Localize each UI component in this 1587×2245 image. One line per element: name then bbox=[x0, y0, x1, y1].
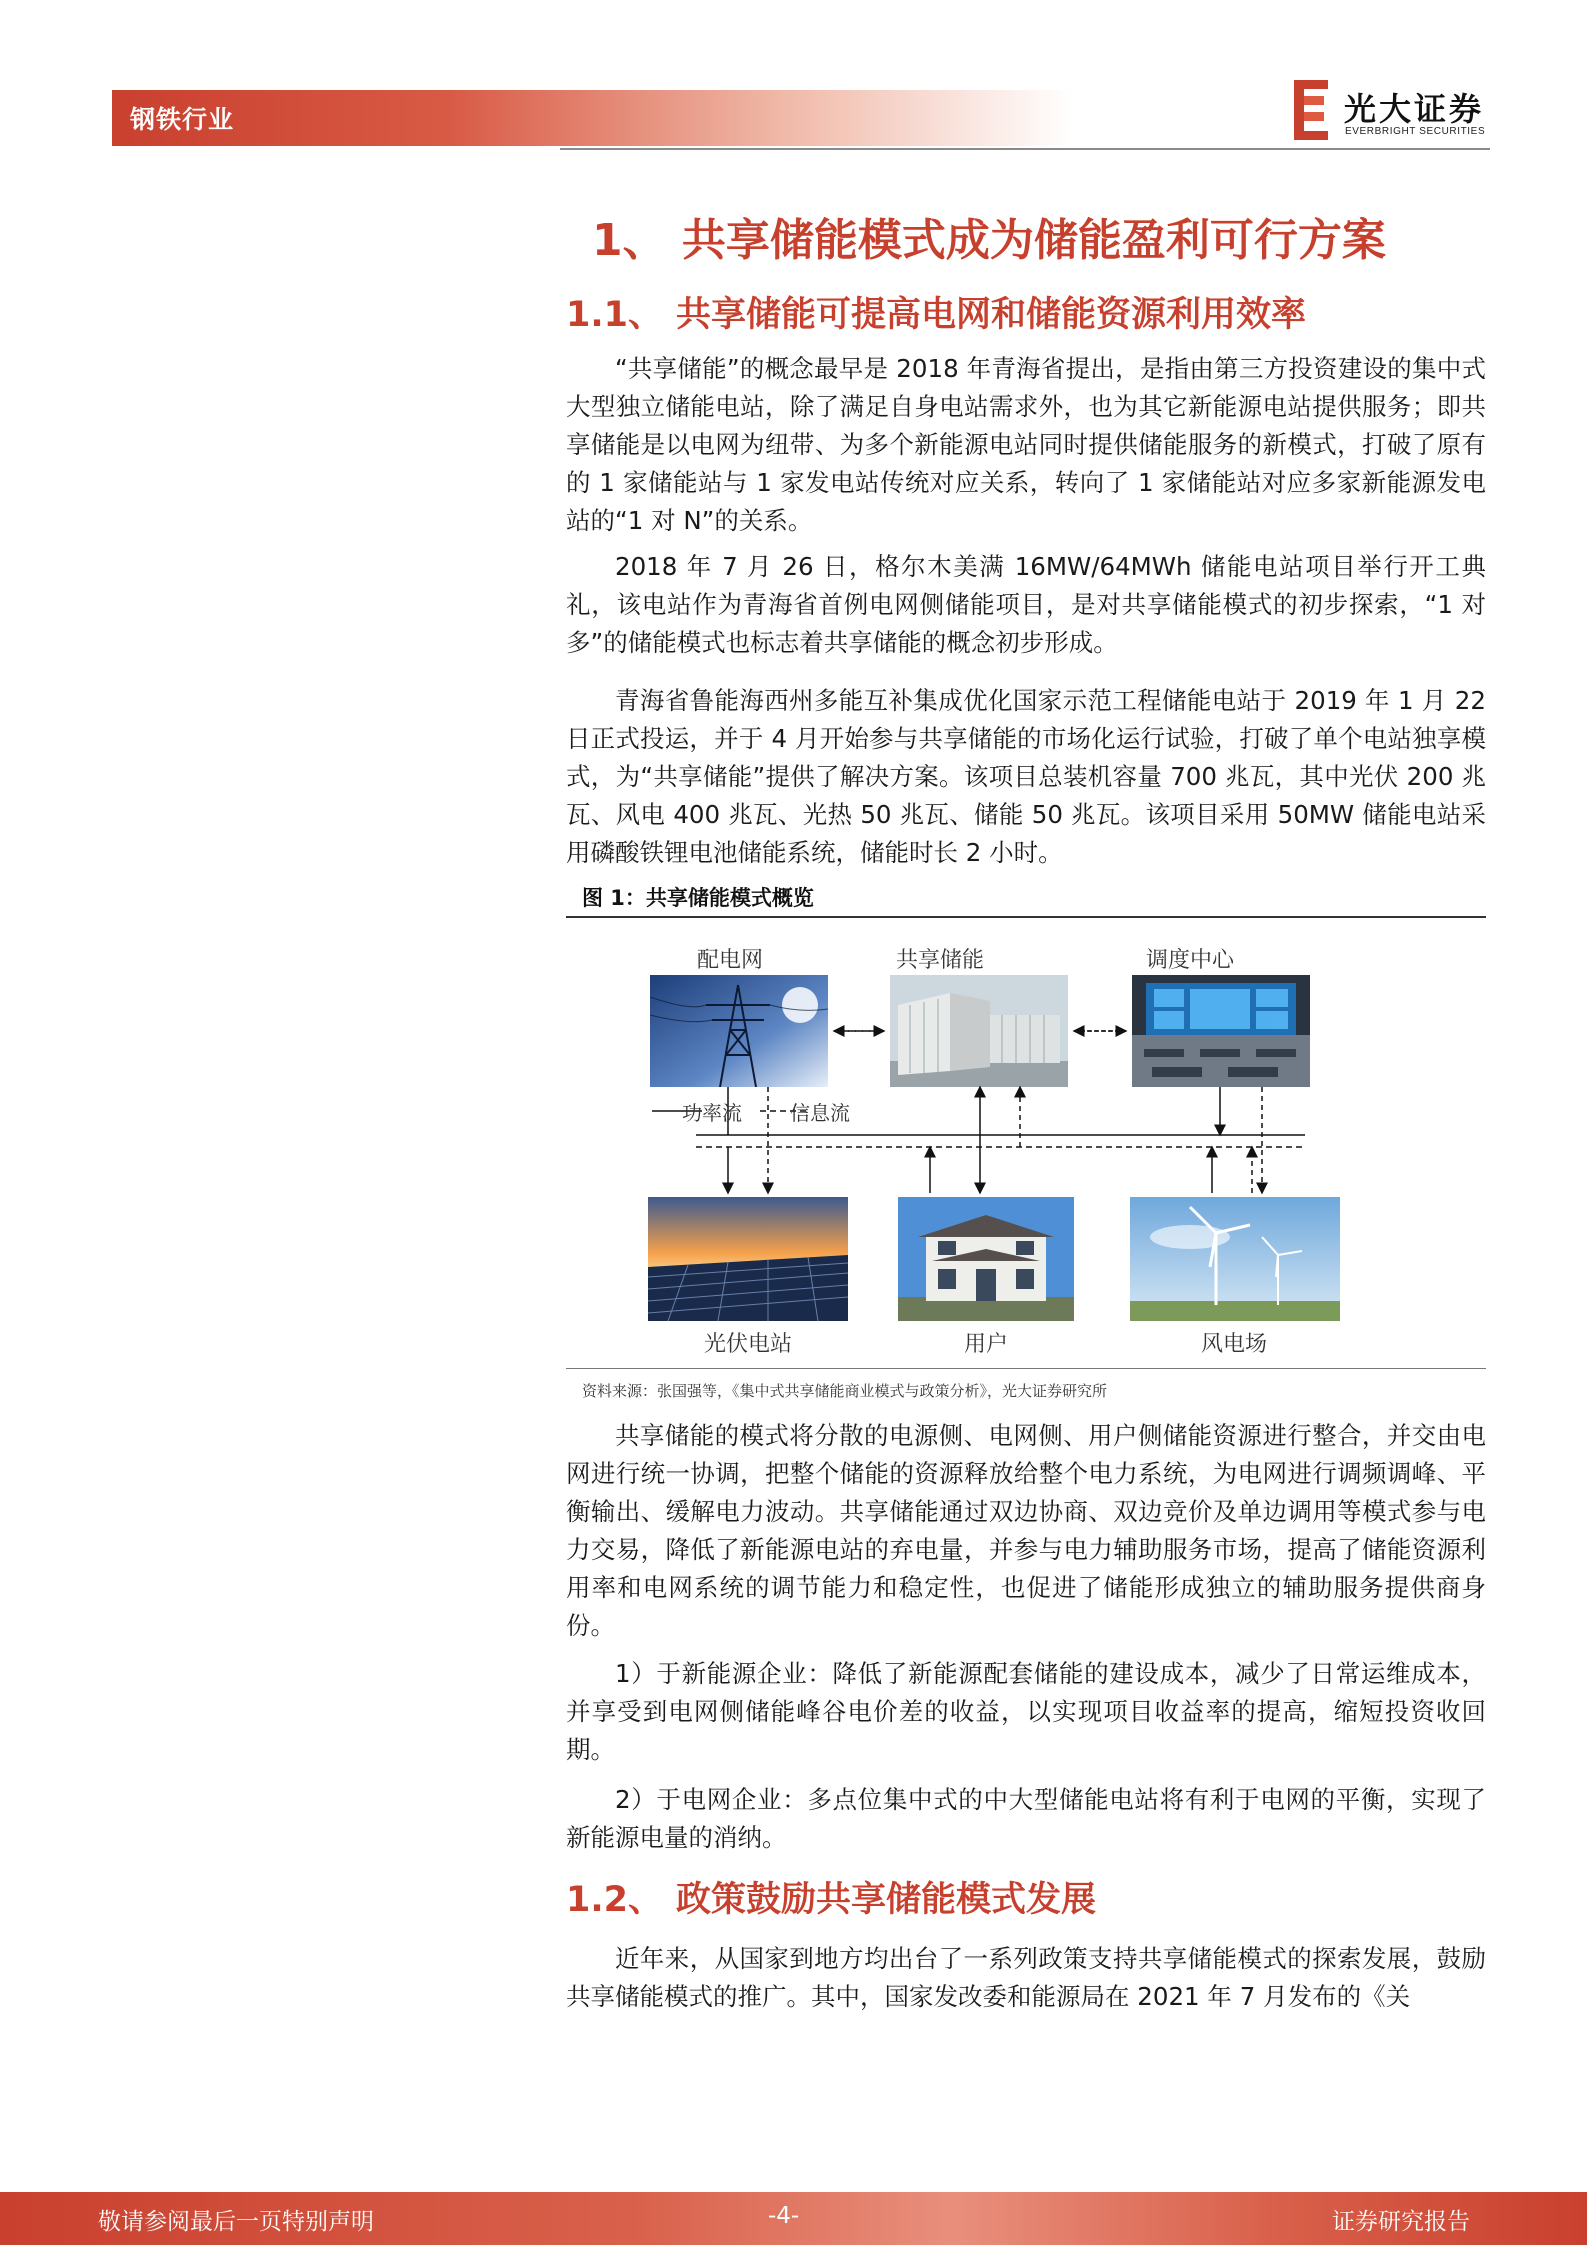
figure-source: 资料来源：张国强等，《集中式共享储能商业模式与政策分析》，光大证券研究所 bbox=[582, 1382, 1108, 1400]
heading-1-1-number: 1.1、 bbox=[566, 295, 664, 335]
heading-1-2-title: 政策鼓励共享储能模式发展 bbox=[676, 1880, 1097, 1920]
node-label-wind-farm: 风电场 bbox=[1200, 1332, 1267, 1357]
heading-1-1 bbox=[566, 287, 1306, 337]
everbright-logo bbox=[1290, 78, 1490, 144]
paragraph: 2018 年 7 月 26 日，格尔木美满 16MW/64MWh 储能电站项目举行开工典礼，该电站作为青海省首例电网侧储能项目，是对共享储能模式的初步探索，“1 对多”的储能模式也标志着共享储能的概念初步形成。 bbox=[566, 552, 1486, 657]
node-label-pv-station: 光伏电站 bbox=[703, 1332, 792, 1357]
paragraph: 共享储能的模式将分散的电源侧、电网侧、用户侧储能资源进行整合，并交由电网进行统一协调，把整个储能的资源释放给整个电力系统，为电网进行调频调峰、平衡输出、缓解电力波动。共享储能通过双边协商、双边竞价及单边调用等模式参与电力交易，降低了新能源电站的弃电量，并参与电力辅助服务市场，提高了储能资源利用率和电网系统的调节能力和稳定性，也促进了储能形成独立的辅助服务提供商身份。 bbox=[566, 1421, 1486, 1640]
heading-1-2 bbox=[566, 1872, 1096, 1922]
node-label-user: 用户 bbox=[963, 1332, 1008, 1357]
logo-chinese: 光大证券 bbox=[1344, 90, 1485, 128]
header-rule bbox=[560, 148, 1490, 150]
paragraph: 1）于新能源企业：降低了新能源配套储能的建设成本，减少了日常运维成本，并享受到电网侧储能峰谷电价差的收益，以实现项目收益率的提高，缩短投资收回期。 bbox=[566, 1659, 1486, 1764]
figure-title: 图 1：共享储能模式概览 bbox=[582, 886, 814, 910]
logo-english: EVERBRIGHT SECURITIES bbox=[1345, 126, 1486, 137]
wind-farm-photo bbox=[1130, 1197, 1340, 1321]
user-house-photo bbox=[898, 1197, 1074, 1321]
paragraph: 青海省鲁能海西州多能互补集成优化国家示范工程储能电站于 2019 年 1 月 22 日正式投运，并于 4 月开始参与共享储能的市场化运行试验，打破了单个电站独享模式，为“共享储能”提供了解决方案。该项目总装机容量 700 兆瓦，其中光伏 200 兆瓦、风电 400 兆瓦、光热 50 兆瓦、储能 50 兆瓦。该项目采用 50MW 储能电站采用磷酸铁锂电池储能系统，储能时长 2 小时。 bbox=[566, 686, 1486, 867]
node-label-distribution-grid: 配电网 bbox=[696, 948, 763, 973]
header-band bbox=[112, 90, 1072, 146]
heading-1: 1、 共享储能模式成为储能盈利可行方案 bbox=[592, 215, 1386, 266]
everbright-logo-icon bbox=[1290, 78, 1332, 142]
footer-report-type: 证券研究报告 bbox=[1332, 2209, 1470, 2235]
paragraph: “共享储能”的概念最早是 2018 年青海省提出，是指由第三方投资建设的集中式大型独立储能电站，除了满足自身电站需求外，也为其它新能源电站提供服务；即共享储能是以电网为纽带、为多个新能源电站同时提供储能服务的新模式，打破了原有的 1 家储能站与 1 家发电站传统对应关系，转向了 1 家储能站对应多家新能源发电站的“1 对 N”的关系。 bbox=[566, 354, 1486, 535]
legend-info-flow: 信息流 bbox=[790, 1101, 850, 1125]
footer-disclaimer-link[interactable]: 敬请参阅最后一页特别声明 bbox=[98, 2209, 374, 2235]
node-label-dispatch-center: 调度中心 bbox=[1145, 948, 1234, 973]
figure-rule-top bbox=[566, 916, 1486, 918]
paragraph: 2）于电网企业：多点位集中式的中大型储能电站将有利于电网的平衡，实现了新能源电量的消纳。 bbox=[566, 1785, 1486, 1852]
heading-1-1-title: 共享储能可提高电网和储能资源利用效率 bbox=[676, 295, 1307, 335]
node-label-shared-storage: 共享储能 bbox=[895, 948, 984, 973]
shared-storage-diagram bbox=[640, 935, 1360, 1360]
paragraph: 近年来，从国家到地方均出台了一系列政策支持共享储能模式的探索发展，鼓励共享储能模式的推广。其中，国家发改委和能源局在 2021 年 7 月发布的《关 bbox=[566, 1944, 1486, 2011]
heading-1-2-number: 1.2、 bbox=[566, 1880, 664, 1920]
page-number: -4- bbox=[768, 2203, 800, 2229]
pv-station-photo bbox=[648, 1197, 848, 1321]
legend-power-flow: 功率流 bbox=[682, 1101, 742, 1125]
section-label: 钢铁行业 bbox=[130, 105, 235, 134]
figure-rule-bottom bbox=[566, 1368, 1486, 1369]
